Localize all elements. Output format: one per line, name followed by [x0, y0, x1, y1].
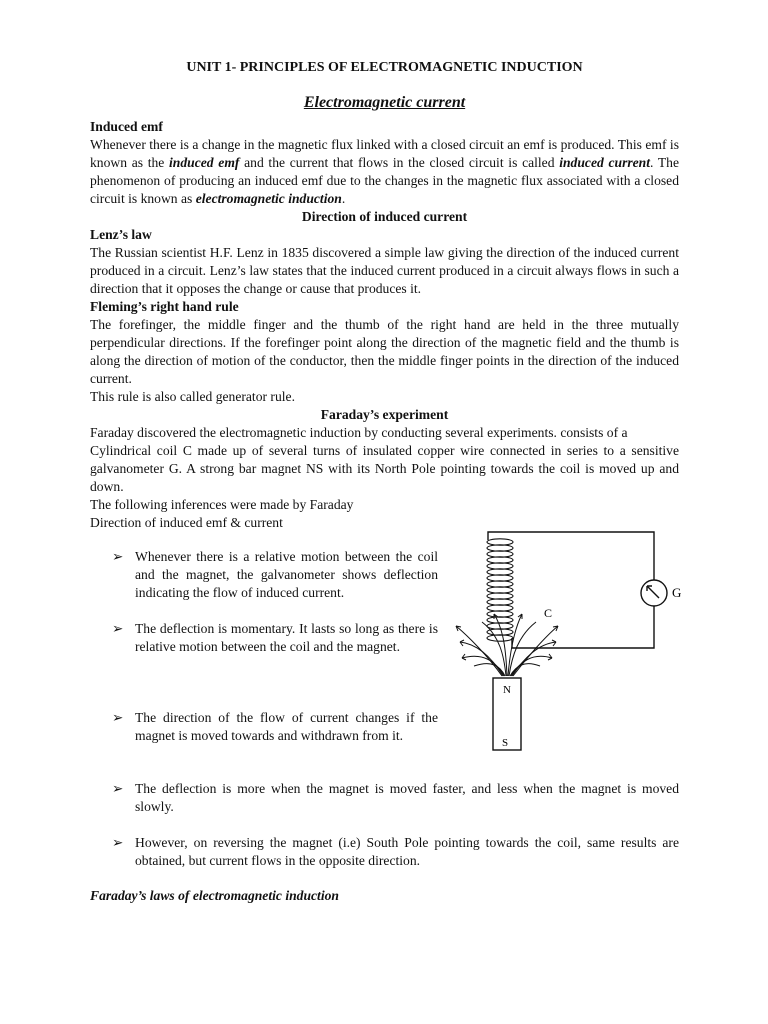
galvanometer-needle: [647, 586, 659, 598]
induced-emf-heading: Induced emf: [90, 119, 163, 134]
faraday-line-4: Direction of induced emf & current: [90, 515, 283, 530]
induced-emf-paragraph: [90, 136, 679, 208]
bullet-arrow-icon: ➢: [112, 835, 124, 850]
induced-emf-text-1: Whenever there is a change in the magnetic flux linked with a closed circuit an emf is produced. This emf is known as the: [90, 137, 679, 170]
induced-emf-section: [90, 118, 679, 532]
induced-emf-text-2: and the current that flows in the closed circuit is called: [239, 155, 560, 170]
term-electromagnetic-induction: electromagnetic induction: [195, 191, 342, 206]
fleming-heading: Fleming’s right hand rule: [90, 299, 239, 314]
galvanometer-label: G: [672, 585, 682, 600]
fleming-note: This rule is also called generator rule.: [90, 389, 295, 404]
bullet-text-2: The deflection is momentary. It lasts so long as there is relative motion between the coil and the magnet.: [135, 621, 438, 654]
bullet-arrow-icon: ➢: [112, 621, 124, 636]
induced-emf-text-4: .: [341, 191, 346, 206]
lenz-heading: Lenz’s law: [90, 227, 152, 242]
north-pole-label: N: [503, 684, 511, 696]
term-induced-emf: induced emf: [169, 155, 240, 170]
faraday-line-3: The following inferences were made by Faraday: [90, 497, 354, 512]
circuit-wire: [512, 606, 654, 648]
induced-emf-text-3: . The phenomenon of producing an induced emf due to the changes in the magnetic flux associated with a closed circuit is known as: [90, 155, 679, 206]
faraday-line-1: Faraday discovered the electromagnetic induction by conducting several experiments. consists of a: [90, 425, 628, 440]
bullet-text-1: Whenever there is a relative motion between the coil and the magnet, the galvanometer shows deflection indicating the flow of induced current.: [135, 549, 438, 600]
bullet-text-4: The deflection is more when the magnet is moved faster, and less when the magnet is moved slowly.: [135, 781, 679, 814]
faraday-experiment-diagram: [448, 526, 698, 756]
direction-heading: Direction of induced current: [301, 209, 468, 224]
page-title: UNIT 1- PRINCIPLES OF ELECTROMAGNETIC INDUCTION: [186, 60, 583, 75]
term-induced-current: induced current: [559, 155, 651, 170]
south-pole-label: S: [502, 737, 509, 749]
bullet-text-5: However, on reversing the magnet (i.e) South Pole pointing towards the coil, same results are obtained, but current flows in the opposite direction.: [135, 835, 679, 868]
bullet-arrow-icon: ➢: [112, 781, 124, 796]
faraday-line-2: Cylindrical coil C made up of several turns of insulated copper wire connected in series to a sensitive galvanometer G. A strong bar magnet NS with its North Pole pointing towards the coil is moved up and down.: [90, 443, 679, 494]
faraday-heading: Faraday’s experiment: [320, 407, 449, 422]
coil-label: C: [544, 606, 553, 620]
faraday-laws-heading: Faraday’s laws of electromagnetic induction: [90, 888, 339, 903]
lenz-paragraph: The Russian scientist H.F. Lenz in 1835 discovered a simple law giving the direction of the induced current produced in a circuit. Lenz’s law states that the induced current produced in a circuit always flows in such a direction that it opposes the change or cause that produces it.: [90, 245, 679, 296]
bullet-arrow-icon: ➢: [112, 710, 124, 725]
bullet-text-3: The direction of the flow of current changes if the magnet is moved towards and withdrawn from it.: [135, 710, 438, 743]
fleming-paragraph: The forefinger, the middle finger and the thumb of the right hand are held in the three mutually perpendicular directions. If the forefinger point along the direction of the magnetic field and the thumb is along the direction of motion of the conductor, then the middle finger points in the direction of the induced current.: [90, 317, 679, 386]
page-subtitle: Electromagnetic current: [303, 94, 466, 111]
bullet-arrow-icon: ➢: [112, 549, 124, 564]
